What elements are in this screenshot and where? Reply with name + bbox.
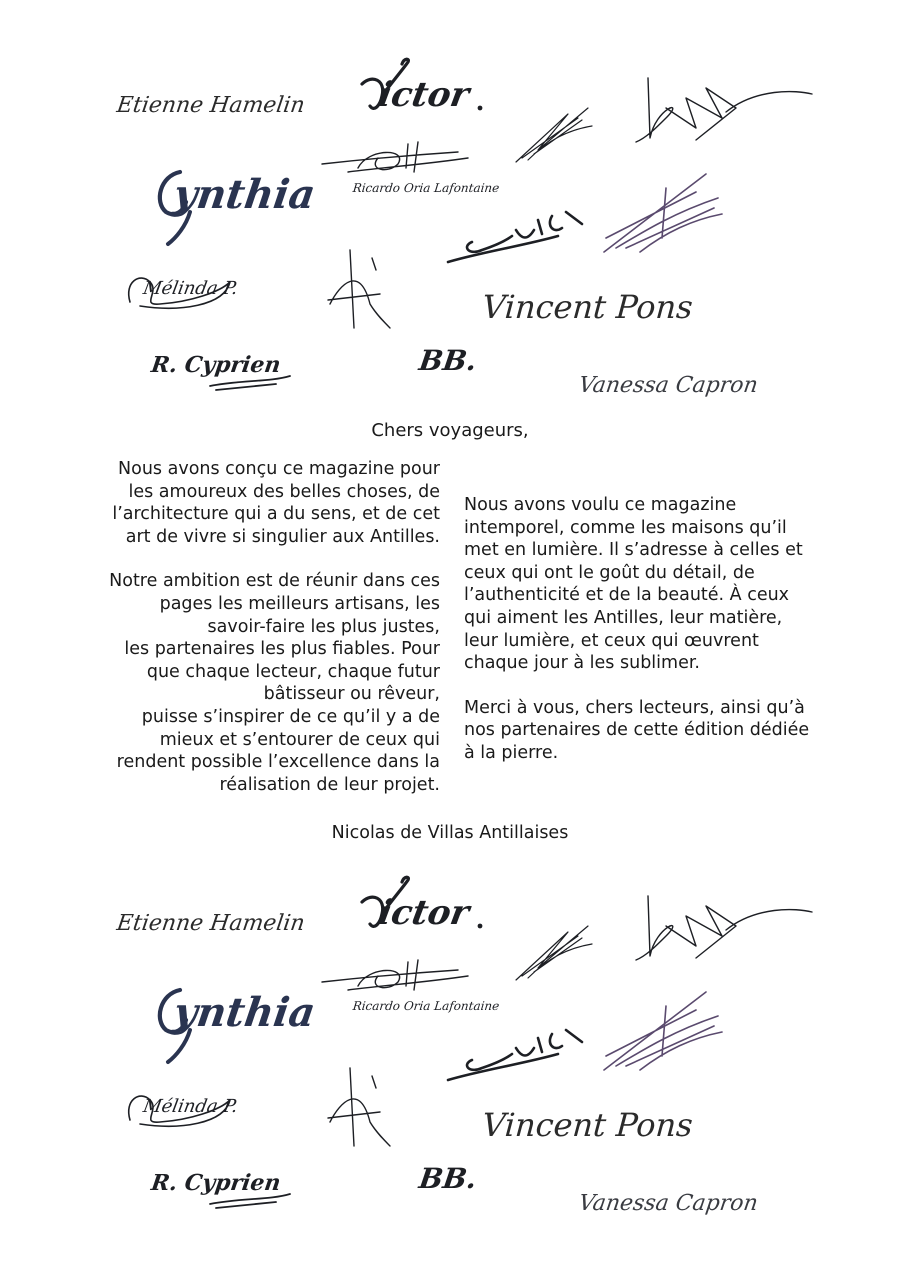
text-line: met en lumière. Il s’adresse à celles et: [464, 540, 803, 561]
signature-melinda: [120, 262, 240, 314]
signature-suzy: [442, 1024, 592, 1088]
signature-pascal: [626, 886, 816, 966]
text-line: ceux qui ont le goût du détail, de: [464, 562, 755, 583]
signature-collage-top: [0, 40, 900, 400]
text-line: réalisation de leur projet.: [219, 774, 440, 795]
signature-collage-bottom: [0, 858, 900, 1218]
svg-text:R. Cyprien: R. Cyprien: [149, 352, 283, 378]
text-line: pages les meilleurs artisans, les: [159, 593, 440, 614]
signature-cynthia: [150, 152, 319, 248]
text-line: l’authenticité et de la beauté. À ceux: [464, 585, 790, 606]
text-line: mieux et s’entourer de ceux qui: [159, 729, 440, 750]
signature-etienne-hamelin: [115, 902, 307, 942]
text-line: bâtisseur ou rêveur,: [263, 684, 440, 705]
signature-pascal: [626, 68, 816, 148]
text-line: savoir-faire les plus justes,: [207, 616, 440, 637]
text-line: à la pierre.: [464, 742, 559, 763]
text-line: intemporel, comme les maisons qu’il: [464, 517, 787, 538]
signature-r-cyprien: [150, 346, 310, 396]
svg-text:Vanessa Capron: Vanessa Capron: [577, 372, 760, 398]
text-line: Nous avons conçu ce magazine pour: [118, 459, 440, 479]
svg-text:BB.: BB.: [417, 1162, 479, 1195]
svg-text:Ricardo Oria Lafontaine: Ricardo Oria Lafontaine: [352, 181, 501, 195]
text-line: leur lumière, et ceux qui œuvrent: [464, 630, 759, 651]
signature-scribble-3: [320, 1062, 400, 1148]
text-line: les amoureux des belles choses, de: [128, 481, 440, 502]
signature-vanessa-capron: [577, 1182, 760, 1222]
paragraph: [464, 494, 844, 675]
letter-closing-signature: Nicolas de Villas Antillaises: [331, 823, 569, 843]
signature-bb: [417, 1160, 488, 1196]
signature-scribble-1: [508, 918, 596, 988]
paragraph: [80, 570, 440, 796]
signature-melinda: [120, 1080, 240, 1132]
signature-ricardo: [318, 956, 501, 1020]
svg-text:ictor: ictor: [375, 893, 473, 933]
svg-text:Mélinda P.: Mélinda P.: [141, 278, 240, 299]
text-line: nos partenaires de cette édition dédiée: [464, 720, 810, 741]
svg-text:Vanessa Capron: Vanessa Capron: [577, 1190, 760, 1216]
svg-text:ictor: ictor: [375, 75, 473, 115]
text-line: Notre ambition est de réunir dans ces: [109, 571, 440, 592]
text-line: Nous avons voulu ce magazine: [464, 495, 737, 515]
signature-r-cyprien: [150, 1164, 310, 1214]
text-line: Merci à vous, chers lecteurs, ainsi qu’à: [464, 697, 805, 718]
svg-text:ynthia: ynthia: [170, 989, 319, 1036]
letter-salutation: Chers voyageurs,: [371, 420, 529, 441]
svg-text:Vincent Pons: Vincent Pons: [481, 1106, 694, 1144]
svg-text:Mélinda P.: Mélinda P.: [141, 1096, 240, 1117]
svg-text:Vincent Pons: Vincent Pons: [481, 288, 694, 326]
text-line: art de vivre si singulier aux Antilles.: [125, 526, 440, 547]
signature-vincent-pons: [480, 1102, 720, 1148]
signature-vincent-pons: [480, 284, 720, 330]
text-line: puisse s’inspirer de ce qu’il y a de: [141, 706, 440, 727]
signature-scribble-3: [320, 244, 400, 330]
signature-bb: [417, 342, 488, 378]
svg-text:R. Cyprien: R. Cyprien: [149, 1170, 283, 1196]
signature-suzy: [442, 206, 592, 270]
svg-text:Etienne Hamelin: Etienne Hamelin: [115, 92, 307, 118]
signature-cynthia: [150, 970, 319, 1066]
svg-text:ynthia: ynthia: [170, 171, 319, 218]
text-line: chaque jour à les sublimer.: [464, 653, 700, 674]
signature-victor: [352, 54, 492, 124]
signature-scribble-1: [508, 100, 596, 170]
signature-vanessa-capron: [577, 364, 760, 404]
signature-victor: [352, 872, 492, 942]
text-line: l’architecture qui a du sens, et de cet: [112, 504, 440, 525]
signature-ricardo: [318, 138, 501, 202]
svg-text:Etienne Hamelin: Etienne Hamelin: [115, 910, 307, 936]
svg-text:Ricardo Oria Lafontaine: Ricardo Oria Lafontaine: [352, 999, 501, 1013]
text-line: qui aiment les Antilles, leur matière,: [464, 607, 783, 628]
text-line: les partenaires les plus fiables. Pour: [124, 639, 440, 660]
signature-scribble-2: [596, 986, 726, 1072]
svg-text:BB.: BB.: [417, 344, 479, 377]
paragraph: [80, 458, 440, 548]
letter-left-column: [80, 458, 440, 818]
paragraph: [464, 697, 844, 765]
signature-etienne-hamelin: [115, 84, 307, 124]
text-line: rendent possible l’excellence dans la: [116, 752, 440, 773]
signature-scribble-2: [596, 168, 726, 254]
letter-right-column: [464, 494, 844, 787]
text-line: que chaque lecteur, chaque futur: [146, 661, 440, 682]
